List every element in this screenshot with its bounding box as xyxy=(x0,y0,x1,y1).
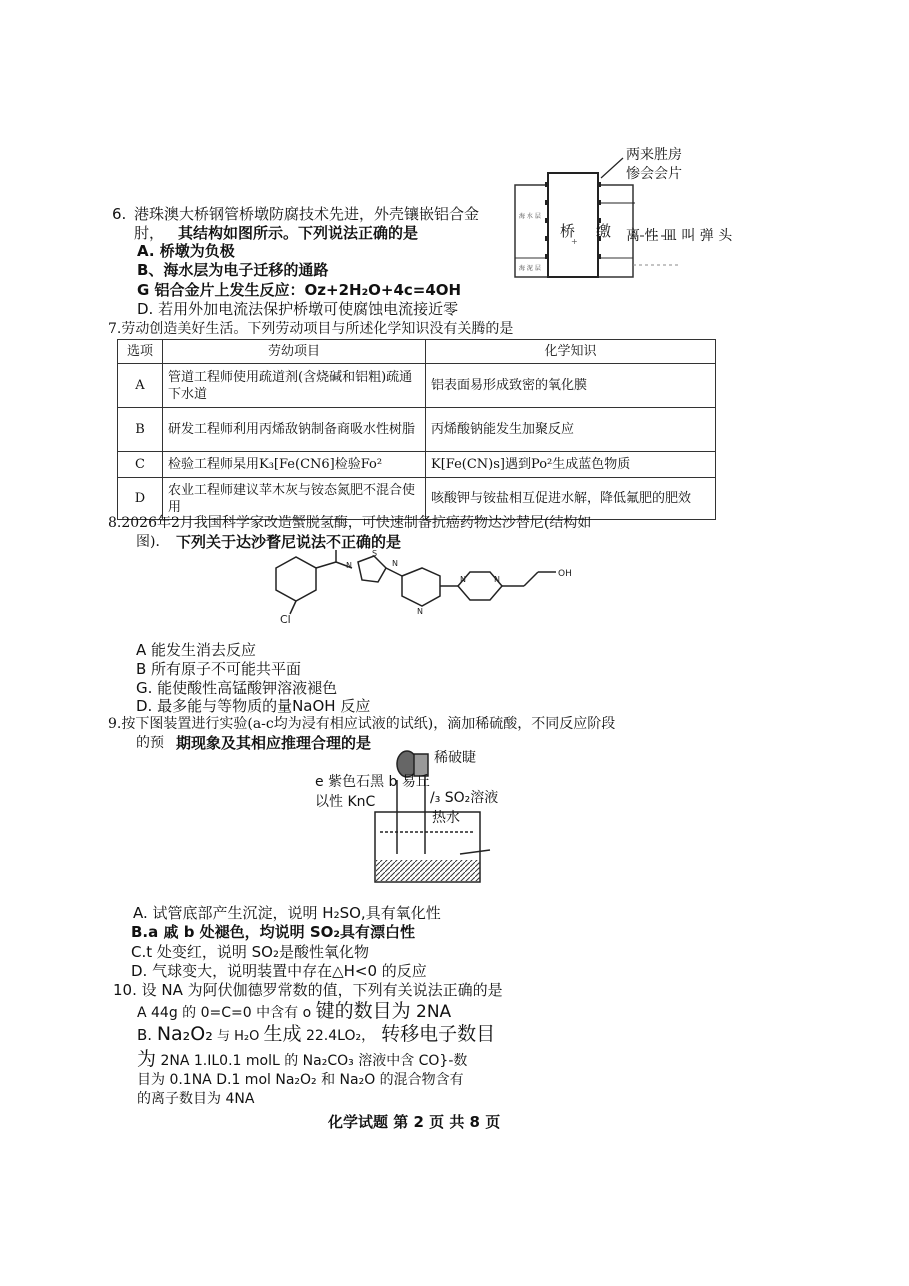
row-knowledge: 铝表面易形成致密的氧化膜 xyxy=(426,364,716,408)
label-oh: OH xyxy=(558,569,572,579)
q6-bridge-pier-figure xyxy=(505,140,765,285)
row-option: D xyxy=(118,478,163,520)
label-kmno4: 以性 KnC xyxy=(315,794,376,810)
q6-option-c: G 铝合金片上发生反应：Oz+2H₂O+4c=4OH xyxy=(137,281,462,299)
q7-stem: 7.劳动创造美好生活。下列劳动项目与所述化学知识没有关腾的是 xyxy=(108,321,514,337)
q9-option-d: D. 气球变大，说明装置中存在△H<0 的反应 xyxy=(131,962,427,980)
header-option: 选项 xyxy=(118,340,163,364)
page-footer: 化学试题 第 2 页 共 8 页 xyxy=(328,1113,501,1131)
q9-apparatus-figure xyxy=(310,742,550,887)
q9-option-c: C.t 处变红，说明 SO₂是酸性氧化物 xyxy=(131,943,370,961)
table-row xyxy=(118,408,716,452)
q10-line3-a: 为 xyxy=(137,1048,157,1070)
label-hot-water: 热水 xyxy=(432,810,460,826)
q10-line1-c: 2NA xyxy=(410,1002,452,1022)
svg-text:N: N xyxy=(460,575,466,584)
q6-option-a: A. 桥墩为负极 xyxy=(137,242,235,260)
table-row xyxy=(118,364,716,408)
benzene-ring xyxy=(276,557,316,601)
svg-text:N: N xyxy=(346,561,352,570)
row-knowledge: 丙烯酸钠能发生加聚反应 xyxy=(426,408,716,452)
row-option: B xyxy=(118,408,163,452)
svg-text:N: N xyxy=(392,559,398,568)
q10-line3 xyxy=(137,1047,467,1073)
q8-stem-line2b: 下列关于达沙瞀尼说法不正确的是 xyxy=(176,533,402,551)
svg-text:海 水 层: 海 水 层 xyxy=(519,213,541,220)
q8-option-c: G. 能使酸性高锰酸钾溶液褪色 xyxy=(136,679,338,697)
row-labor: 检验工程师杲用K₃[Fe(CN6]检验Fo² xyxy=(163,452,426,478)
q10-line2-f: 转移电子数目 xyxy=(375,1023,496,1045)
q10-line4: 目为 0.1NA D.1 mol Na₂O₂ 和 Na₂O 的混合物含有 xyxy=(137,1072,464,1088)
label-bridge: 桥 xyxy=(560,222,576,240)
q10-line1-b: 键的数目为 xyxy=(315,1000,411,1022)
q8-option-a: A 能发生消去反应 xyxy=(136,641,257,659)
svg-text:+: + xyxy=(571,237,578,246)
q6-option-b: B、海水层为电子迁移的通路 xyxy=(137,261,329,279)
table-header-row xyxy=(118,340,716,364)
header-labor: 劳幼项目 xyxy=(163,340,426,364)
label-so2: /₃ SO₂溶液 xyxy=(430,790,499,806)
q10-line2-a: B. xyxy=(137,1026,157,1044)
row-option: C xyxy=(118,452,163,478)
label-acid: 稀破睫 xyxy=(434,750,476,766)
row-knowledge: K[Fe(CN)s]遇到Po²生成蓝色物质 xyxy=(426,452,716,478)
label-cl: Cl xyxy=(280,613,291,626)
q6-stem-line1: 港珠澳大桥钢管桥墩防腐技术先进，外壳镶嵌铝合金 xyxy=(134,205,480,223)
q6-stem-line2b: 其结构如图所示。下列说法正确的是 xyxy=(178,224,419,242)
label-litmus: e 紫色石黑 b 易丘 xyxy=(315,774,430,790)
q9-stem-line2b: 期现象及其相应推理合理的是 xyxy=(176,734,372,752)
q10-line1-a: A 44g 的 0=C=0 中含有 o xyxy=(137,1005,316,1021)
svg-text:海 泥 层: 海 泥 层 xyxy=(519,265,541,272)
label-top1: 两来胜房 xyxy=(626,147,682,163)
q10-line2-e: 22.4LO₂， xyxy=(301,1028,376,1044)
table-row xyxy=(118,452,716,478)
row-option: A xyxy=(118,364,163,408)
q6-stem-line2a: 肘， xyxy=(134,224,165,242)
header-knowledge: 化学知识 xyxy=(426,340,716,364)
q9-stem-line2a: 的预 xyxy=(136,735,164,751)
label-dun: 缴 xyxy=(596,222,612,240)
q8-option-d: D. 最多能与等物质的量NaOH 反应 xyxy=(136,697,371,715)
dropper xyxy=(414,754,428,776)
svg-text:N: N xyxy=(417,607,423,616)
row-knowledge: 咳酸钾与铵盐相互促进水解，降低氟肥的肥效 xyxy=(426,478,716,520)
svg-text:N: N xyxy=(494,575,500,584)
svg-text:S: S xyxy=(372,549,378,558)
q10-stem: 10. 设 NA 为阿伏伽德罗常数的值，下列有关说法正确的是 xyxy=(113,981,503,999)
q10-line2-c: 与 H₂O xyxy=(212,1029,264,1044)
q8-stem-line2a: 图)． xyxy=(136,534,170,550)
q10-line5: 的离子数目为 4NA xyxy=(137,1091,255,1107)
label-right: 离 性 皿 叫 弹 头 xyxy=(626,228,733,244)
q6-option-d: D. 若用外加电流法保护桥墩可使腐蚀电流接近零 xyxy=(137,300,459,318)
q8-stem-line1: 8.2026年2月我国科学家改造蟹脱氢酶，可快速制备抗癌药物达沙替尼(结构如 xyxy=(108,515,592,531)
q9-option-b: B.a 戚 b 处褪色，均说明 SO₂具有漂白性 xyxy=(131,923,416,941)
q8-option-b: B 所有原子不可能共平面 xyxy=(136,660,302,678)
q8-molecule-structure xyxy=(262,548,592,628)
q10-line3-b: 2NA 1.IL0.1 molL 的 Na₂CO₃ 溶液中含 CO}-数 xyxy=(156,1053,468,1069)
q9-stem-line1: 9.按下图装置进行实验(a-c均为浸有相应试液的试纸)，滴加稀硫酸，不同反应阶段 xyxy=(108,716,616,732)
q10-line2-d: 生成 xyxy=(263,1023,302,1045)
q9-option-a: A. 试管底部产生沉淀，说明 H₂SO,具有氧化性 xyxy=(133,904,441,922)
q10-line2-b: Na₂O₂ xyxy=(156,1023,213,1045)
label-top2: 惨会会片 xyxy=(626,166,682,182)
q7-table xyxy=(117,339,716,520)
row-labor: 研发工程师利用丙烯敌钠制备商吸水性树脂 xyxy=(163,408,426,452)
q6-number: 6. xyxy=(112,205,127,223)
row-labor: 农业工程师建议苹木灰与铵态氮肥不混合使用 xyxy=(163,478,426,520)
row-labor: 管道工程师使用疏道剂(含烧碱和铝粗)疏通下水道 xyxy=(163,364,426,408)
q10-line2 xyxy=(137,1022,495,1049)
